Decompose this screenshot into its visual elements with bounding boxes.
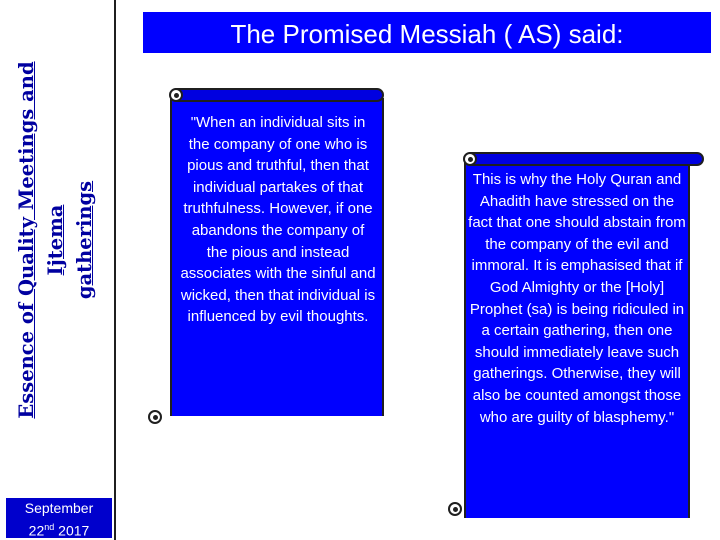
- date-day: 22: [28, 522, 45, 539]
- sidebar: [0, 0, 116, 540]
- vertical-slide-title: Essence of Quality Meetings and Ijtema gatherings: [15, 61, 96, 419]
- date-badge: [6, 498, 112, 538]
- scroll-curl-icon: [148, 410, 162, 424]
- date-year: 2017: [58, 522, 90, 539]
- quote-scroll-card-2: [448, 152, 710, 524]
- quote-text: "When an individual sits in the company of one who is pious and truthful, then that individual partakes of that truthfulness. However, if one abandons the company of the pious and instead associates with the sinful and wicked, then that individual is influenced by evil thoughts.: [180, 114, 376, 326]
- date-day-suffix: nd: [44, 522, 55, 532]
- quote-text: This is why the Holy Quran and Ahadith have stressed on the fact that one should abstain from the company of the evil and immoral. It is emphasised that if God Almighty or the [Holy] Prophet (sa) is being ridiculed in a certain gathering, then one should immediately leave such gatherings. Otherwise, they will also be counted amongst those who are guilty of blasphemy.": [468, 171, 686, 426]
- scroll-top-roll: [464, 152, 704, 166]
- date-month: September: [24, 500, 94, 516]
- scroll-top-roll: [170, 88, 384, 102]
- quote-scroll-card-1: [148, 88, 388, 428]
- scroll-curl-icon: [169, 88, 183, 102]
- scroll-curl-icon: [448, 502, 462, 516]
- scroll-curl-icon: [463, 152, 477, 166]
- header-title: The Promised Messiah ( AS) said:: [230, 19, 624, 49]
- header-banner: [143, 12, 711, 53]
